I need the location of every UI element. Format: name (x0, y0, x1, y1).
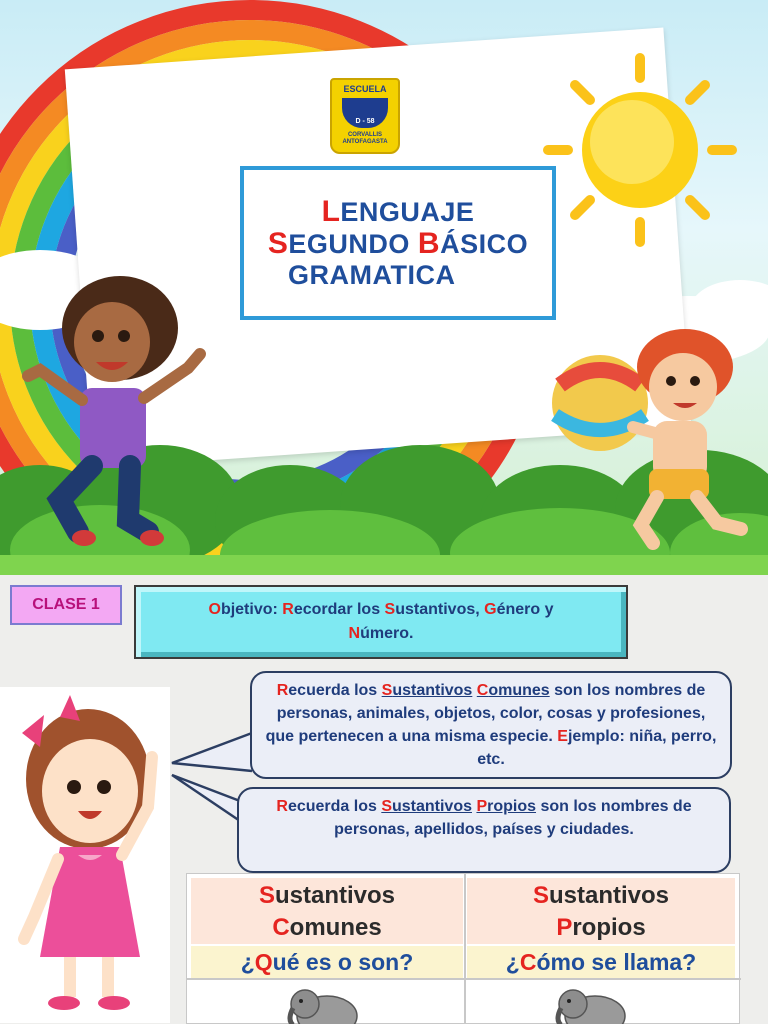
text-segment: ustantivos (274, 882, 396, 909)
title-topic: GRAMATICA (288, 259, 456, 290)
text-segment: son los nombres de personas, apellidos, países y ciudades. (334, 798, 692, 838)
speech-bubble-common-nouns (250, 671, 732, 779)
text-segment: ómo se llama? (536, 949, 697, 975)
text-segment: omunes (488, 682, 550, 699)
text-segment: bjetivo: (220, 601, 283, 618)
initial-letter: S (258, 882, 275, 909)
lesson-slide (0, 575, 768, 1024)
title-text: ÁSICO (440, 228, 529, 259)
elephant-icon (283, 986, 363, 1024)
initial-letter: R (276, 798, 288, 815)
initial-letter: R (282, 601, 294, 618)
school-badge-code: D - 58 (355, 118, 375, 125)
text-segment: ecuerda los (287, 798, 382, 815)
sun-illustration (540, 50, 740, 250)
title-grade (268, 228, 528, 260)
initial-letter: P (556, 914, 573, 941)
girl-illustration-area (0, 687, 170, 1023)
school-badge-city: CORVALLIS (347, 132, 383, 138)
text-segment: ustantivos, (395, 601, 485, 618)
text-segment: son los nombres de personas, animales, objetos, color, cosas y profesiones, que pertenecen a una misma especie. (265, 682, 706, 745)
title-text: EGUNDO (288, 228, 418, 259)
text-segment: úmero. (360, 625, 414, 642)
initial-letter: C (519, 949, 537, 975)
initial-letter: G (484, 601, 497, 618)
table-header-common (191, 878, 463, 944)
school-badge-region: ANTOFAGASTA (342, 139, 388, 145)
title-initial: B (417, 226, 441, 260)
text-segment: ropios (572, 914, 646, 941)
initial-letter: O (208, 601, 221, 618)
text-segment: ecordar los (293, 601, 385, 618)
table-header-proper (467, 878, 735, 944)
initial-letter: S (532, 882, 549, 909)
table-question-proper (467, 946, 735, 978)
school-badge-name: ESCUELA (343, 84, 387, 94)
class-label: CLASE 1 (10, 585, 122, 625)
text-segment: ecuerda los (288, 682, 382, 699)
text-segment: ué es o son? (272, 949, 414, 975)
text-segment: ustantivos (548, 882, 670, 909)
objective-text (208, 598, 553, 646)
initial-letter: C (476, 682, 489, 699)
text-segment: énero y (496, 601, 554, 618)
speech-bubble-proper-nouns (237, 787, 731, 873)
initial-letter: S (381, 798, 392, 815)
table-question-common (191, 946, 463, 978)
text-segment: ¿ (240, 949, 255, 975)
initial-letter: C (272, 914, 290, 941)
initial-letter: E (557, 728, 568, 745)
objective-box (134, 585, 628, 659)
title-initial: L (321, 194, 341, 228)
initial-letter: P (476, 798, 488, 815)
title-box (240, 166, 556, 320)
boy-jumping-illustration (20, 270, 220, 560)
text-segment: jemplo: niña, perro, etc. (477, 728, 717, 768)
boy-with-ball-illustration (545, 315, 755, 555)
title-text: ENGUAJE (340, 196, 475, 227)
title-initial: S (267, 226, 289, 260)
initial-letter: N (348, 625, 361, 642)
table-row-divider (187, 978, 741, 980)
initial-letter: Q (254, 949, 273, 975)
text-segment: ustantivos (391, 798, 472, 815)
school-badge (330, 78, 400, 154)
text-segment: omunes (289, 914, 382, 941)
girl-pointing-illustration (0, 687, 170, 1023)
text-segment: ustantivos (392, 682, 473, 699)
initial-letter: R (276, 682, 289, 699)
title-subject (322, 196, 475, 228)
initial-letter: S (384, 601, 396, 618)
elephant-icon (551, 986, 631, 1024)
text-segment: ¿ (505, 949, 520, 975)
text-segment: ropios (487, 798, 537, 815)
initial-letter: S (381, 682, 393, 699)
nouns-table (186, 873, 740, 1024)
school-badge-location (332, 132, 398, 146)
table-column-divider (464, 874, 466, 1024)
